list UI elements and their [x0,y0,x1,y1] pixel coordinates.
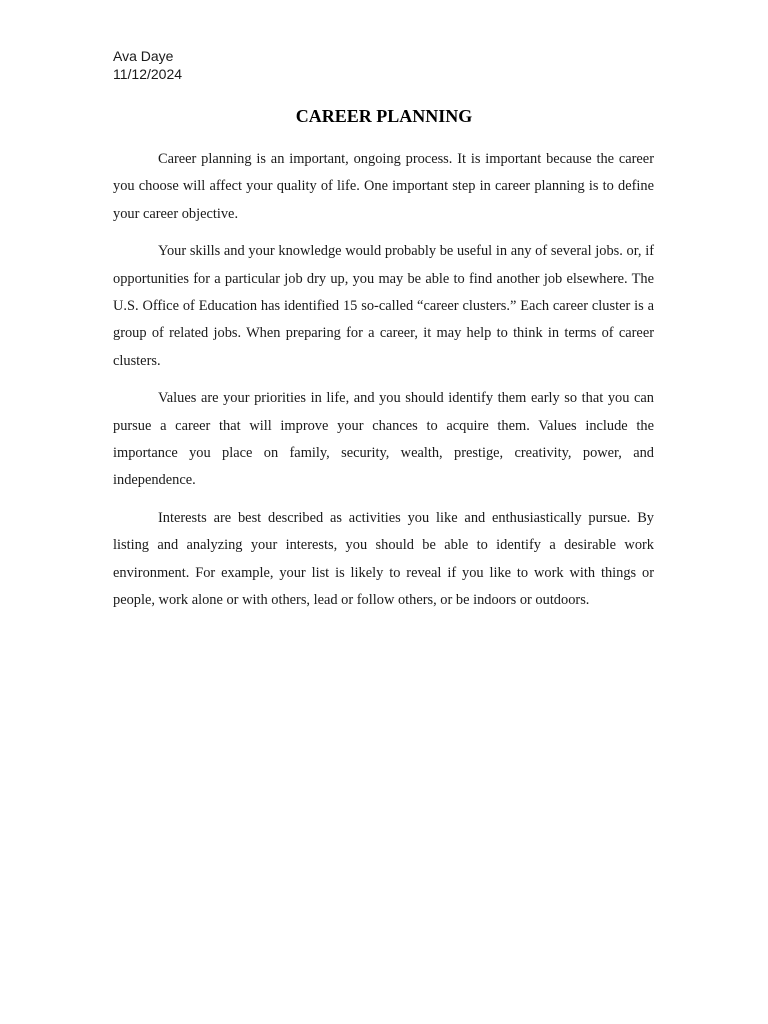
document-title: CAREER PLANNING [295,106,473,126]
paragraph-values: Values are your priorities in life, and you should identify them early so that you can pursue a career that will improve your chances to acquire them. Values include the importance you place on family, security, wealth, prestige, creativity, power, and independence. [113,390,654,489]
document-body [113,146,654,625]
paragraph-career-clusters: Your skills and your knowledge would probably be useful in any of several jobs. or, if opportunities for a particular job dry up, you may be able to find another job elsewhere. The U.S. Office of Education has identified 15 so-called “career clusters.” Each career cluster is a group of related jobs. When preparing for a career, it may help to think in terms of career clusters. [113,243,654,369]
paragraph-career-objective: Career planning is an important, ongoing process. It is important because the career you choose will affect your quality of life. One important step in career planning is to define your career objective. [113,151,654,222]
author-name: Ava Daye [113,48,174,64]
document-date: 11/12/2024 [113,66,183,82]
document-header [113,47,182,83]
paragraph-interests: Interests are best described as activities you like and enthusiastically pursue. By listing and analyzing your interests, you should be able to identify a desirable work environment. For example, your list is likely to reveal if you like to work with things or people, work alone or with others, lead or follow others, or be indoors or outdoors. [113,509,654,609]
